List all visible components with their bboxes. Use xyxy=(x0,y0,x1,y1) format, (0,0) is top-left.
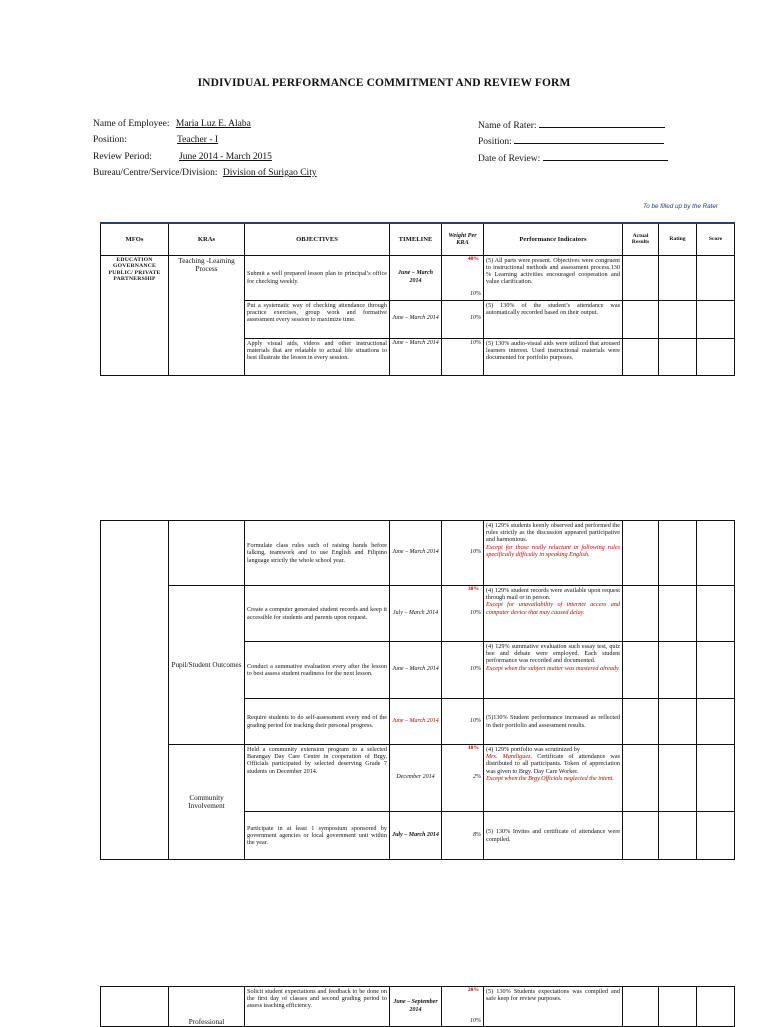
rater-name-row xyxy=(478,119,665,131)
objective-cell: Conduct a summative evaluation every after the lesson to best assess student readiness for the next lesson. xyxy=(245,642,390,699)
ipcr-table-2 xyxy=(100,520,735,860)
timeline-cell: December 2014 xyxy=(390,745,442,812)
indicator-cell: (5)130% Student performance increased as reflected in their portfolio and assessment results. xyxy=(484,699,623,745)
table-row xyxy=(101,745,735,812)
objective-cell: Participate in at least 1 symposium sponsored by government agencies or local government unit within the year. xyxy=(245,812,390,860)
weight-cell: 8% xyxy=(442,812,484,860)
timeline-cell: June – March 2014 xyxy=(390,699,442,745)
rater-position-line xyxy=(514,135,664,144)
weight-cell: 10% xyxy=(442,338,484,375)
col-timeline: TIMELINE xyxy=(390,223,442,255)
kra-professional: Professional xyxy=(169,987,245,1027)
kra-community-involvement: Community Involvement xyxy=(169,745,245,860)
actual-cell xyxy=(623,586,659,642)
score-cell xyxy=(697,255,735,300)
rating-cell xyxy=(659,300,697,338)
timeline-cell: June – March 2014 xyxy=(390,255,442,300)
objective-cell: Solicit student expectations and feedback to be done on the first day of classes and second grading period to assess teaching efficiency. xyxy=(245,987,390,1027)
ipcr-table-3 xyxy=(100,986,735,1027)
weight-cell: 20% 10% xyxy=(442,987,484,1027)
indicator-cell: (5) 130% audio-visual aids were utilized that aroused learners interest. Used instructional materials were documented for portfolio purposes. xyxy=(484,338,623,375)
actual-cell xyxy=(623,300,659,338)
indicator-name: Mrs. Maniliguez. xyxy=(486,753,533,761)
indicator-cell: (5) 130% Students expectations was compiled and safe keep for review purposes. xyxy=(484,987,623,1027)
exception-note: Except when the subject matter was mastered already. xyxy=(486,664,620,672)
score-cell xyxy=(697,642,735,699)
bureau-label: Bureau/Centre/Service/Division: xyxy=(93,168,218,178)
review-date-line xyxy=(543,152,668,161)
exception-note: Except for unavailability of internet access and computer device that may caused delay. xyxy=(486,601,620,616)
actual-cell xyxy=(623,987,659,1027)
table-row xyxy=(101,987,735,1027)
objective-cell: Create a computer generated student records and keep it accessible for students and parents upon request. xyxy=(245,586,390,642)
position-label: Position: xyxy=(93,135,127,145)
weight-cell: 30% 10% xyxy=(442,586,484,642)
timeline-cell: June – September 2014 xyxy=(390,987,442,1027)
rater-position-row xyxy=(478,135,664,147)
exception-note: Except for those really reluctant in following rules specifically difficulty in speaking English. xyxy=(486,543,620,558)
employee-name-label: Name of Employee: xyxy=(93,119,170,129)
rater-note: To be filled up by the Rater xyxy=(642,203,718,210)
rating-cell xyxy=(659,987,697,1027)
actual-cell xyxy=(623,338,659,375)
indicator-cell: (4) 129% portfolio was scrutinized by Mrs. Maniliguez. Certificate of attendance was distributed to all participants. Token of appreciation was given to Brgy. Day Care Worker. Except when the Brgy.Officials neglected the intent. xyxy=(484,745,623,812)
actual-cell xyxy=(623,745,659,812)
score-cell xyxy=(697,812,735,860)
kra-weight-mark: 40% xyxy=(467,255,479,262)
indicator-cell: (5) 130% Invites and certificate of attendance were compiled. xyxy=(484,812,623,860)
col-weight: Weight Per KRA xyxy=(442,223,484,255)
kra-weight-mark: 10% xyxy=(467,745,479,751)
objective-cell: Held a community extension program to a selected Barangay Day Care Centre in cooperation of Brgy. Officials participated by selected deserving Grade 7 students on December 2014. xyxy=(245,745,390,812)
table-header-row xyxy=(101,223,735,255)
ipcr-table-1 xyxy=(100,222,735,376)
col-actual: Actual Results xyxy=(623,223,659,255)
actual-cell xyxy=(623,642,659,699)
indicator-cell: (4) 129% summative evaluation such essay test, quiz bee and debate were employed. Each student performance was recorded and documented. Except when the subject matter was mastered already. xyxy=(484,642,623,699)
col-rating: Rating xyxy=(659,223,697,255)
rating-cell xyxy=(659,745,697,812)
kra-pupil-outcomes: Pupil/Student Outcomes xyxy=(169,586,245,745)
col-objectives: OBJECTIVES xyxy=(245,223,390,255)
weight-cell: 10% xyxy=(442,699,484,745)
table-row xyxy=(101,586,735,642)
review-date-label: Date of Review: xyxy=(478,154,541,164)
objective-cell: Require students to do self-assessment every end of the grading period for tracking their personal progress. xyxy=(245,699,390,745)
actual-cell xyxy=(623,699,659,745)
rating-cell xyxy=(659,255,697,300)
review-date-row xyxy=(478,152,668,164)
actual-cell xyxy=(623,521,659,586)
exception-note: Except when the Brgy.Officials neglected the intent. xyxy=(486,774,614,782)
rater-name-label: Name of Rater: xyxy=(478,121,537,131)
weight-cell: 10% xyxy=(442,642,484,699)
employee-name-value: Maria Luz E. Alaba xyxy=(175,119,251,129)
rating-cell xyxy=(659,642,697,699)
rater-name-line xyxy=(539,119,665,128)
timeline-cell: June – March 2014 xyxy=(390,642,442,699)
objective-cell: Put a systematic way of checking attendance through practice exercises, group work and formative assessment every session to maximize time. xyxy=(245,300,390,338)
objective-cell: Formulate class rules such of raising hands before talking, teamwork and to use English and Filipino language strictly the whole school year. xyxy=(245,521,390,586)
bureau-value: Division of Surigao City xyxy=(222,168,317,178)
score-cell xyxy=(697,300,735,338)
rating-cell xyxy=(659,699,697,745)
timeline-cell: July – March 2014 xyxy=(390,812,442,860)
score-cell xyxy=(697,987,735,1027)
objective-cell: Submit a well prepared lesson plan to principal’s office for checking weekly. xyxy=(245,255,390,300)
kra-weight-mark: 30% xyxy=(467,586,479,592)
col-mfos: MFOs xyxy=(101,223,169,255)
review-period-value: June 2014 - March 2015 xyxy=(179,152,272,162)
kra-weight-mark: 20% xyxy=(467,987,479,993)
actual-cell xyxy=(623,255,659,300)
col-score: Score xyxy=(697,223,735,255)
bureau-row xyxy=(93,168,317,178)
indicator-cell: (4) 129% students keenly observed and performed the rules strictly as the discussion appeared participative and harmonious. Except for those really reluctant in following rules specifically difficulty in speaking English. xyxy=(484,521,623,586)
table-row xyxy=(101,521,735,586)
timeline-cell: June – March 2014 xyxy=(390,338,442,375)
position-row xyxy=(93,135,127,145)
employee-name-row xyxy=(93,119,251,129)
score-cell xyxy=(697,699,735,745)
indicator-cell: (4) 129% student records were available upon request through mail or in person. Except for unavailability of internet access and computer device that may caused delay. xyxy=(484,586,623,642)
weight-cell: 10% xyxy=(442,521,484,586)
score-cell xyxy=(697,521,735,586)
review-period-label: Review Period: xyxy=(93,152,152,162)
score-cell xyxy=(697,338,735,375)
objective-cell: Apply visual aids, videos and other instructional materials that are relatable to actual life situations to best illustrate the lesson in every session. xyxy=(245,338,390,375)
rating-cell xyxy=(659,586,697,642)
indicator-cell: (5) 130% of the student’s attendance was automatically recorded based on their output. xyxy=(484,300,623,338)
weight-cell: 40% 10% xyxy=(442,255,484,300)
rater-position-label: Position: xyxy=(478,137,512,147)
col-kras: KRAs xyxy=(169,223,245,255)
mfo-cell-empty xyxy=(101,987,169,1027)
weight-cell: 10% xyxy=(442,300,484,338)
kra-teaching: Teaching -Learning Process xyxy=(169,255,245,375)
position-value: Teacher - I xyxy=(177,135,218,145)
actual-cell xyxy=(623,812,659,860)
col-indicators: Performance Indicators xyxy=(484,223,623,255)
weight-cell: 10% 2% xyxy=(442,745,484,812)
rating-cell xyxy=(659,812,697,860)
indicator-cell: (5) All parts were present. Objectives were congruent to instructional methods and assessment process.130 % Learning activities encouraged cooperation and value clarification. xyxy=(484,255,623,300)
timeline-cell: June – March 2014 xyxy=(390,521,442,586)
mfo-cell-empty xyxy=(101,521,169,860)
mfo-cell: EDUCATION GOVERNANCE PUBLIC/ PRIVATE PARTNERSHIP xyxy=(101,255,169,375)
score-cell xyxy=(697,586,735,642)
rating-cell xyxy=(659,521,697,586)
table-row xyxy=(101,255,735,300)
score-cell xyxy=(697,745,735,812)
form-title: INDIVIDUAL PERFORMANCE COMMITMENT AND REVIEW FORM xyxy=(197,77,571,89)
kra-cell-empty xyxy=(169,521,245,586)
rating-cell xyxy=(659,338,697,375)
timeline-cell: June – March 2014 xyxy=(390,300,442,338)
timeline-cell: July – March 2014 xyxy=(390,586,442,642)
